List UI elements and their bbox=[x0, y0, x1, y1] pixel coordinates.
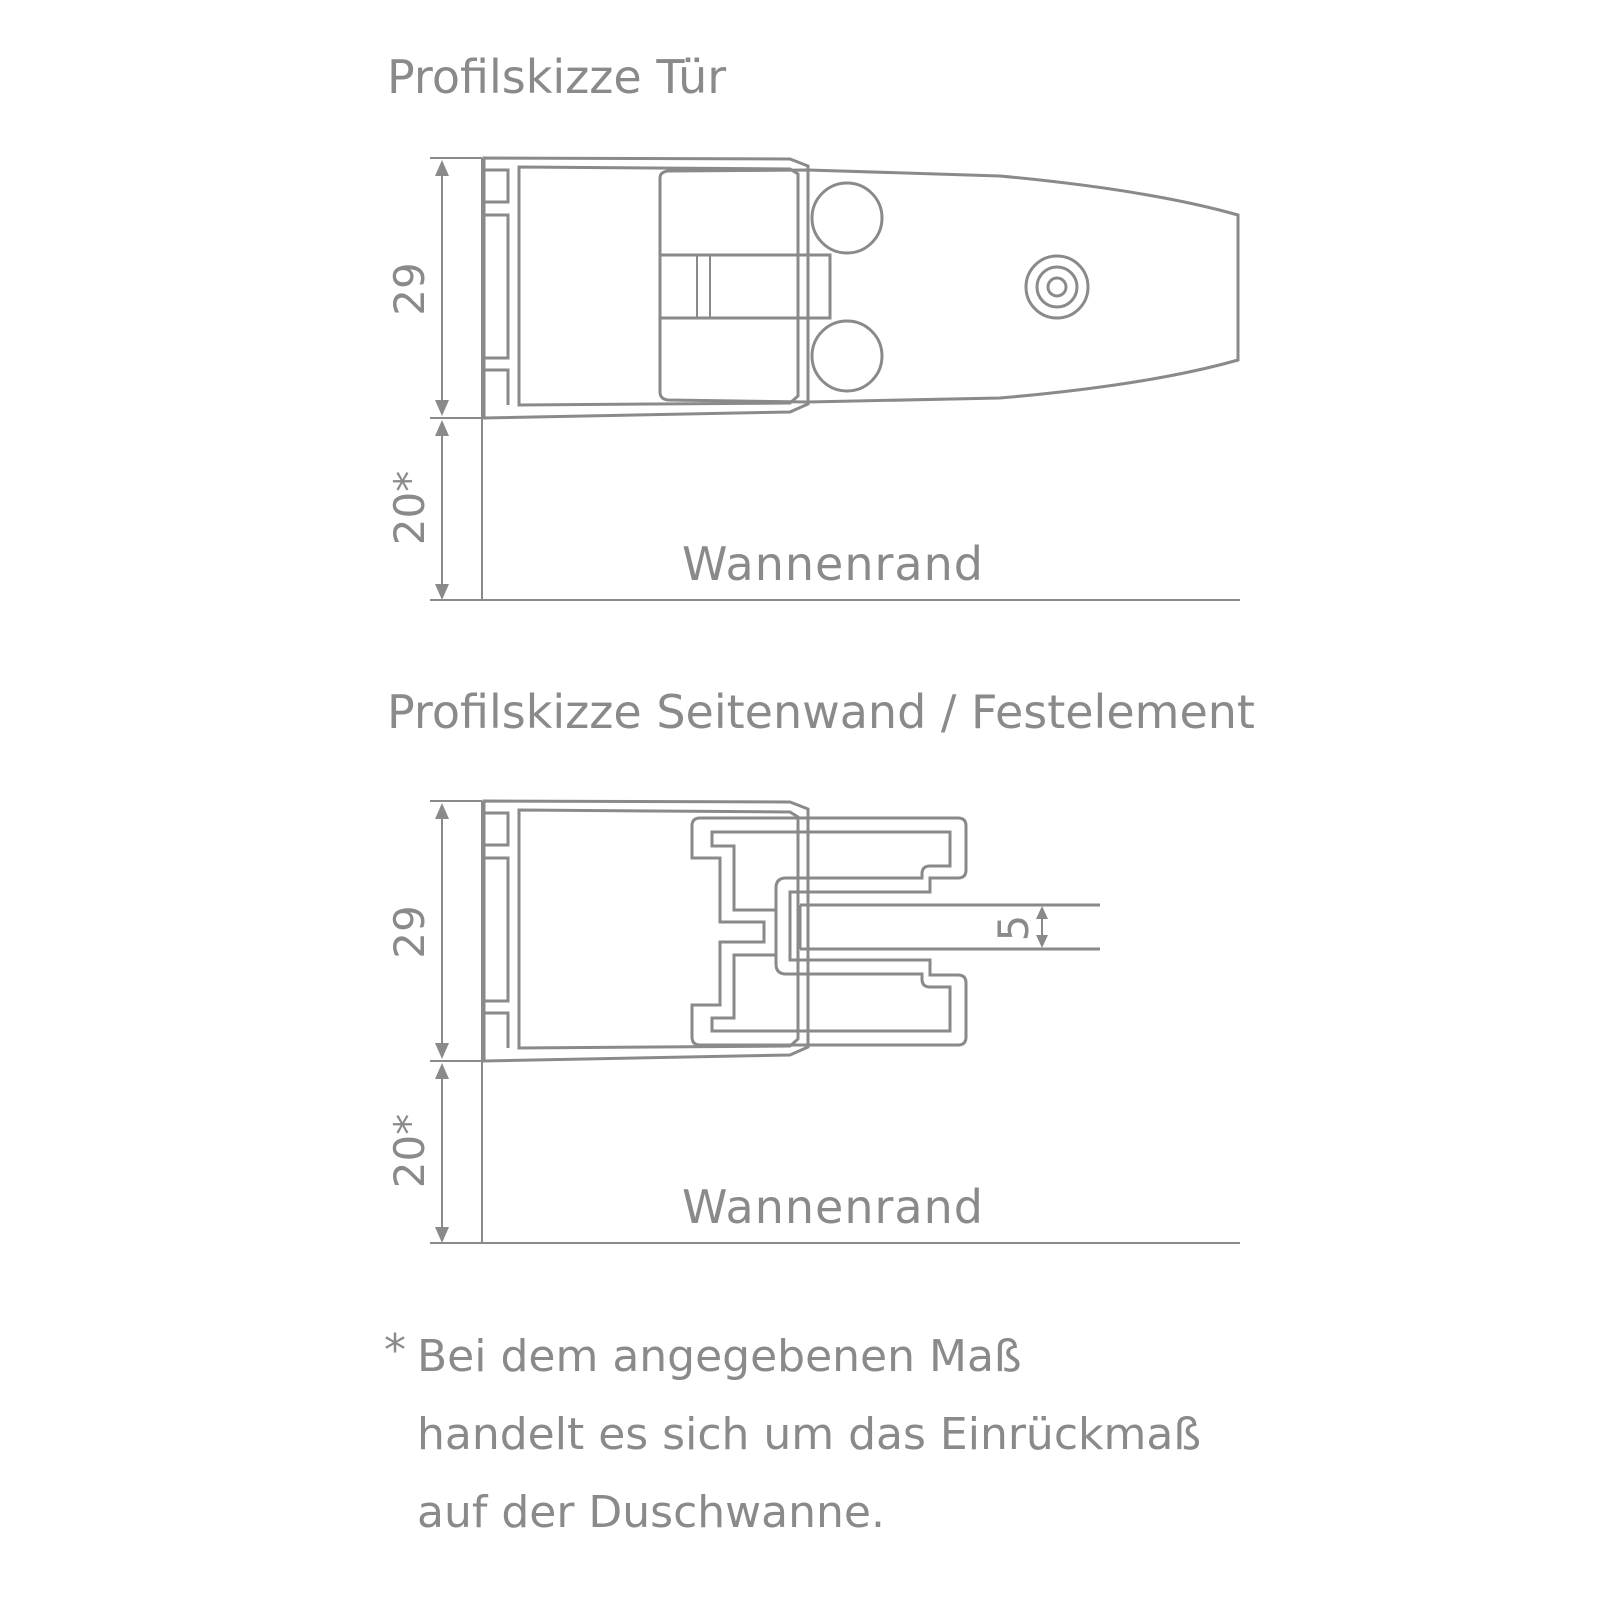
door-profile-outline bbox=[484, 158, 1238, 418]
side-profile-diagram bbox=[385, 685, 1255, 1243]
footnote-line-1: Bei dem angegebenen Maß bbox=[417, 1331, 1022, 1382]
footnote-asterisk: * bbox=[384, 1325, 406, 1376]
door-offset-dimension: 20* bbox=[385, 470, 434, 546]
door-height-dimension: 29 bbox=[385, 262, 434, 316]
door-profile-title: Profilskizze Tür bbox=[387, 50, 727, 104]
side-height-dimension: 29 bbox=[385, 905, 434, 959]
side-profile-title: Profilskizze Seitenwand / Festelement bbox=[387, 685, 1255, 739]
door-tub-edge-label: Wannenrand bbox=[682, 537, 984, 591]
glass-thickness-dimension: 5 bbox=[989, 914, 1038, 942]
side-dimension-lines bbox=[430, 801, 1240, 1243]
side-offset-dimension: 20* bbox=[385, 1113, 434, 1189]
side-tub-edge-label: Wannenrand bbox=[682, 1180, 984, 1234]
footnote-line-3: auf der Duschwanne. bbox=[417, 1487, 885, 1538]
footnote-line-2: handelt es sich um das Einrückmaß bbox=[417, 1409, 1202, 1460]
door-dimension-lines bbox=[430, 158, 1240, 600]
door-profile-diagram bbox=[385, 50, 1240, 600]
